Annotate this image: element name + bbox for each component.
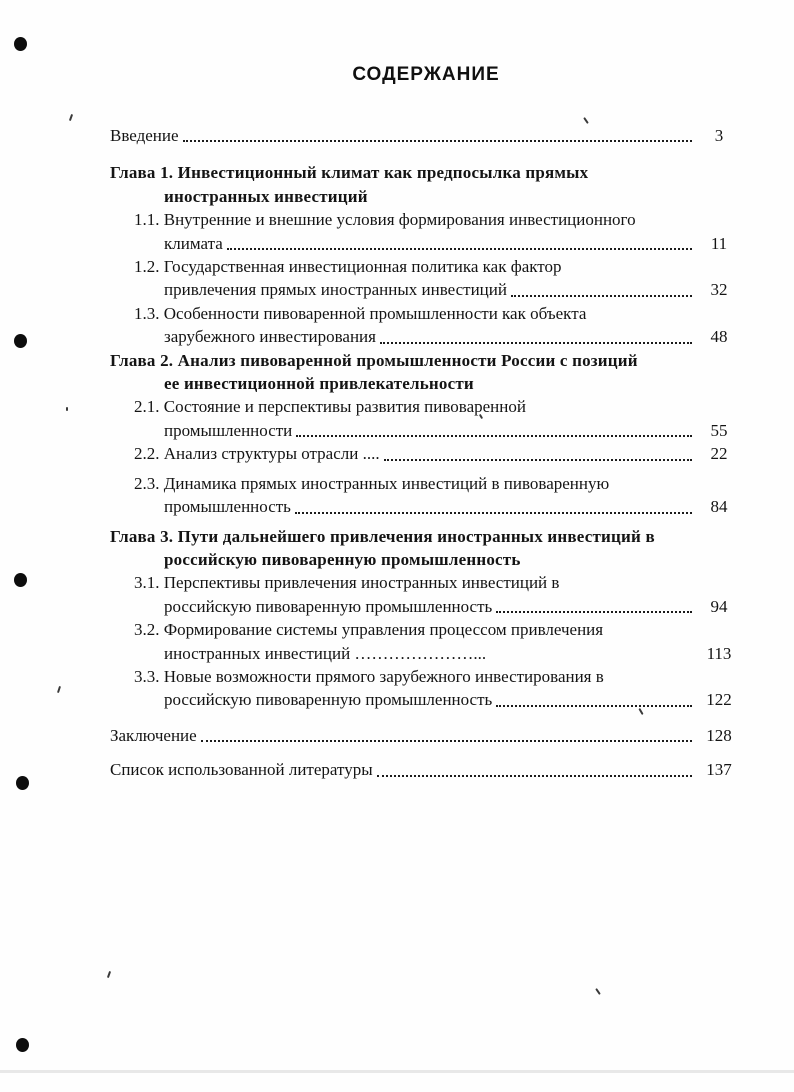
dot-leader bbox=[380, 442, 696, 465]
page-number: 122 bbox=[706, 690, 732, 710]
toc-entry-label: Введение bbox=[110, 126, 179, 145]
toc-entry-continuation: промышленность bbox=[164, 497, 291, 517]
toc-entry-line1: 2.3. Динамика прямых иностранных инвестиций в пивоваренную bbox=[134, 473, 610, 493]
blank-filler bbox=[486, 642, 696, 665]
toc-entry-continuation: промышленности bbox=[164, 420, 293, 440]
page-number: 94 bbox=[710, 596, 728, 616]
dot-leader bbox=[492, 688, 696, 711]
chapter-heading-line1: Глава 2. Анализ пивоваренной промышленности России с позиций bbox=[110, 350, 638, 370]
toc-entry-3-1 bbox=[110, 571, 742, 618]
page-number: 113 bbox=[706, 643, 732, 663]
toc-entry-line1: 1.1. Внутренние и внешние условия формирования инвестиционного bbox=[134, 210, 636, 230]
toc-entry-line2 bbox=[110, 232, 742, 255]
scan-speck bbox=[595, 988, 601, 995]
toc-entry-line1: 1.3. Особенности пивоваренной промышленности как объекта bbox=[134, 303, 587, 323]
toc-entry-conclusion bbox=[110, 724, 742, 747]
dot-leader bbox=[197, 724, 696, 747]
toc-chapter-3 bbox=[110, 525, 742, 572]
toc-entry-line2 bbox=[110, 325, 742, 348]
toc-entry-2-1 bbox=[110, 395, 742, 442]
toc-entry-3-3 bbox=[110, 665, 742, 712]
toc-entry-bibliography bbox=[110, 758, 742, 781]
dot-leader bbox=[507, 278, 696, 301]
toc-entry-introduction bbox=[110, 124, 742, 147]
toc-entry-continuation: зарубежного инвестирования bbox=[164, 327, 376, 347]
dot-leader bbox=[291, 495, 696, 518]
toc-entry-continuation: климата bbox=[164, 233, 223, 253]
page-number: 3 bbox=[714, 126, 724, 145]
dot-leader bbox=[373, 758, 696, 781]
dot-leader bbox=[492, 595, 696, 618]
toc-entry-line2 bbox=[110, 495, 742, 518]
toc-entry-line1: 2.1. Состояние и перспективы развития пивоваренной bbox=[134, 397, 526, 417]
toc-entry-line1: 3.2. Формирование системы управления процессом привлечения bbox=[134, 620, 604, 640]
toc-entry-line1: 1.2. Государственная инвестиционная политика как фактор bbox=[134, 257, 562, 277]
toc-entry-continuation: российскую пивоваренную промышленность bbox=[164, 596, 493, 616]
punch-hole-mark bbox=[14, 573, 27, 587]
chapter-heading-line1: Глава 1. Инвестиционный климат как предпосылка прямых bbox=[110, 163, 589, 183]
dot-leader bbox=[179, 124, 696, 147]
chapter-heading-line2: ее инвестиционной привлекательности bbox=[164, 374, 474, 394]
scan-speck bbox=[66, 407, 68, 411]
page-number: 48 bbox=[710, 327, 728, 347]
toc-entry-1-1 bbox=[110, 208, 742, 255]
page-title: СОДЕРЖАНИЕ bbox=[352, 64, 500, 85]
toc-entry-3-2 bbox=[110, 618, 742, 665]
page-number: 128 bbox=[706, 725, 732, 745]
toc-entry-line2 bbox=[110, 419, 742, 442]
toc-chapter-1 bbox=[110, 161, 742, 208]
chapter-heading-line2: иностранных инвестиций bbox=[164, 186, 368, 206]
toc-entry-line2 bbox=[110, 278, 742, 301]
page-number: 22 bbox=[710, 444, 728, 464]
toc-entry-line2 bbox=[110, 595, 742, 618]
scan-edge-shadow bbox=[0, 1070, 794, 1073]
page-number: 32 bbox=[710, 280, 728, 300]
dot-leader bbox=[376, 325, 696, 348]
toc-entry-1-2 bbox=[110, 255, 742, 302]
punch-hole-mark bbox=[14, 37, 27, 51]
toc-entry-line1: 3.3. Новые возможности прямого зарубежного инвестирования в bbox=[134, 666, 604, 686]
scan-speck bbox=[69, 114, 73, 121]
toc-entry-line2 bbox=[110, 688, 742, 711]
page-number: 55 bbox=[710, 420, 728, 440]
toc-entry-label: 2.2. Анализ структуры отрасли .... bbox=[134, 444, 380, 464]
punch-hole-mark bbox=[14, 334, 27, 348]
toc-entry-continuation: привлечения прямых иностранных инвестиций bbox=[164, 280, 507, 300]
scan-speck bbox=[107, 971, 111, 978]
toc-entry-continuation: российскую пивоваренную промышленность bbox=[164, 690, 493, 710]
toc-entry-1-3 bbox=[110, 302, 742, 349]
toc-entry-label: Заключение bbox=[110, 725, 197, 745]
dot-leader bbox=[292, 419, 696, 442]
page-number: 11 bbox=[710, 233, 728, 253]
toc-entry-2-3 bbox=[110, 472, 742, 519]
toc-entry-label: Список использованной литературы bbox=[110, 760, 373, 780]
dot-leader bbox=[223, 232, 696, 255]
toc-entry-2-2 bbox=[110, 442, 742, 465]
table-of-contents bbox=[110, 62, 742, 782]
page-number: 137 bbox=[706, 760, 732, 780]
toc-entry-line1: 3.1. Перспективы привлечения иностранных инвестиций в bbox=[134, 573, 560, 593]
chapter-heading-line2: российскую пивоваренную промышленность bbox=[164, 549, 521, 569]
chapter-heading-line1: Глава 3. Пути дальнейшего привлечения иностранных инвестиций в bbox=[110, 526, 655, 546]
toc-entry-line2 bbox=[110, 642, 742, 665]
toc-chapter-2 bbox=[110, 349, 742, 396]
scan-speck bbox=[57, 686, 61, 693]
punch-hole-mark bbox=[16, 776, 29, 790]
toc-entry-continuation: иностранных инвестиций …………………... bbox=[164, 643, 487, 663]
punch-hole-mark bbox=[16, 1038, 29, 1052]
page-number: 84 bbox=[710, 497, 728, 517]
